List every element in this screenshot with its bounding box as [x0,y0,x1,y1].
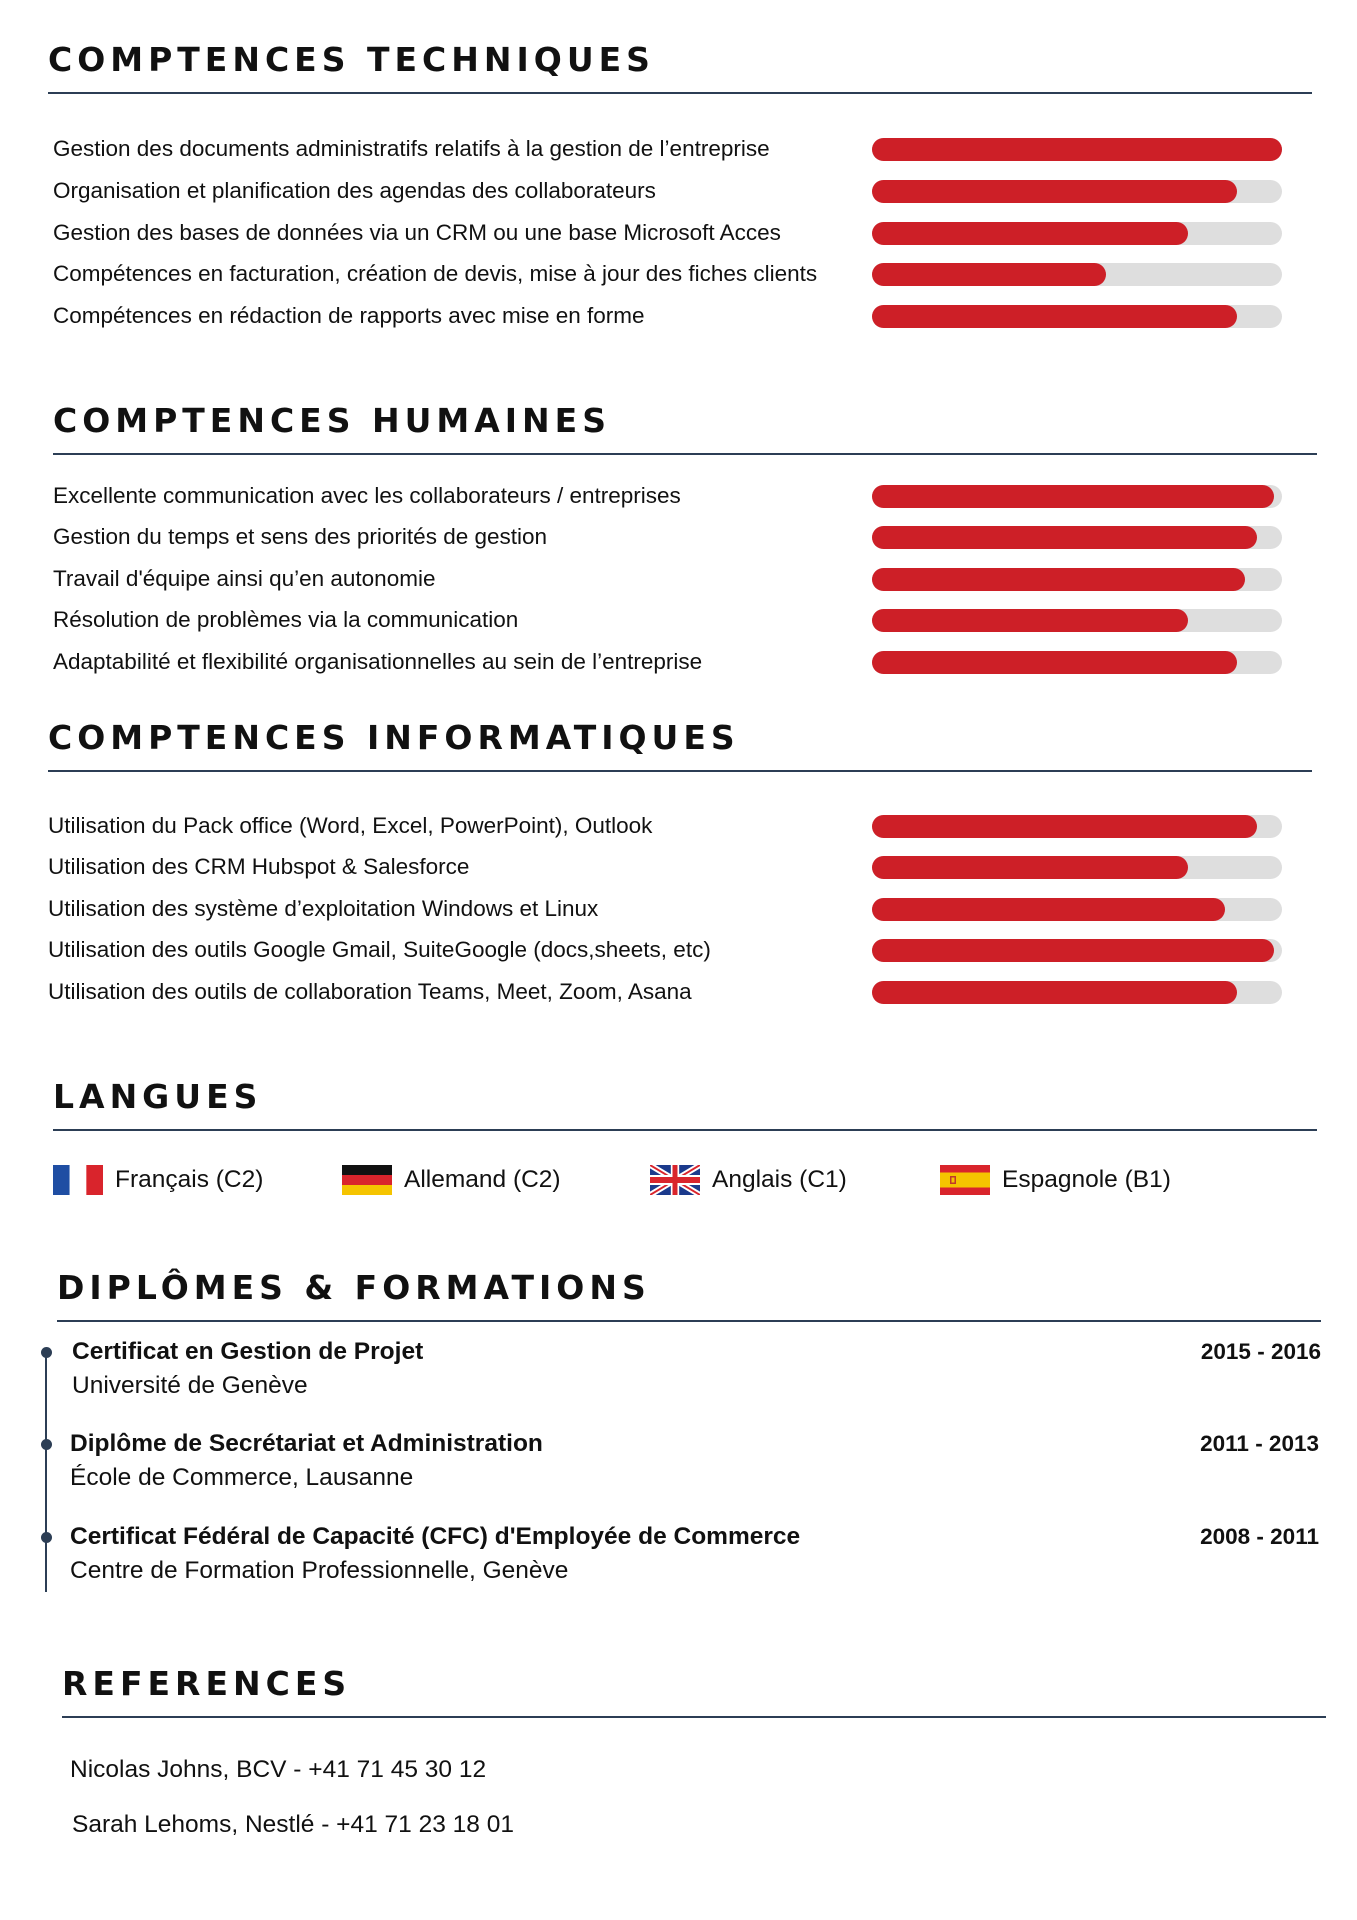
germany-flag-icon [342,1165,392,1195]
skill-bar-fill [872,651,1237,674]
skill-bar-track [872,609,1282,632]
skill-bar-fill [872,981,1237,1004]
education-years: 2008 - 2011 [1200,1524,1319,1549]
skill-label: Gestion des documents administratifs relatifs à la gestion de l’entreprise [53,136,770,161]
language-item-french [53,1158,293,1202]
languages-rule [53,1129,1317,1131]
skill-label: Organisation et planification des agendas des collaborateurs [53,178,656,203]
skill-row [0,846,1357,888]
education-title: Certificat Fédéral de Capacité (CFC) d'Employée de Commerce [70,1523,801,1550]
skill-row [0,558,1357,600]
skill-bar-track [872,939,1282,962]
skill-bar-fill [872,856,1188,879]
skill-bar-fill [872,568,1245,591]
skill-label: Adaptabilité et flexibilité organisationnelles au sein de l’entreprise [53,649,703,674]
references-rule [62,1716,1326,1718]
education-heading: DIPLÔMES & FORMATIONS [57,1268,651,1307]
skill-bar-track [872,263,1282,286]
language-item-spanish [940,1158,1200,1202]
skill-row [0,516,1357,558]
skill-row [0,170,1357,212]
skill-label: Utilisation des outils de collaboration Teams, Meet, Zoom, Asana [48,979,692,1004]
skill-label: Gestion des bases de données via un CRM ou une base Microsoft Acces [53,220,781,245]
spain-flag-icon [940,1165,990,1195]
education-item [0,1333,1357,1413]
skill-row [0,128,1357,170]
education-school: Centre de Formation Professionnelle, Genève [70,1557,569,1584]
reference-item: Nicolas Johns, BCV - +41 71 45 30 12 [70,1756,487,1783]
skill-bar-fill [872,222,1188,245]
skill-label: Utilisation des outils Google Gmail, SuiteGoogle (docs,sheets, etc) [48,937,711,962]
skill-bar-fill [872,263,1106,286]
skill-label: Gestion du temps et sens des priorités de gestion [53,524,548,549]
education-years: 2011 - 2013 [1200,1431,1319,1456]
skill-bar-fill [872,485,1274,508]
skill-bar-fill [872,305,1237,328]
skill-row [0,971,1357,1013]
skill-label: Résolution de problèmes via la communication [53,607,519,632]
reference-item: Sarah Lehoms, Nestlé - +41 71 23 18 01 [72,1811,514,1838]
education-years: 2015 - 2016 [1200,1339,1321,1364]
technical-skills-heading: COMPTENCES TECHNIQUES [48,40,655,79]
references-heading: REFERENCES [62,1664,352,1703]
skill-bar-fill [872,939,1274,962]
skill-bar-track [872,856,1282,879]
skill-bar-track [872,485,1282,508]
skill-bar-track [872,180,1282,203]
skill-row [0,599,1357,641]
language-label: Français (C2) [115,1166,264,1193]
uk-flag-icon [650,1165,700,1195]
skill-bar-fill [872,526,1257,549]
skill-bar-fill [872,138,1282,161]
skill-label: Utilisation des CRM Hubspot & Salesforce [48,854,470,879]
human-skills-heading: COMPTENCES HUMAINES [53,401,611,440]
languages-heading: LANGUES [53,1077,263,1116]
skill-bar-track [872,526,1282,549]
education-item [0,1518,1357,1598]
france-flag-icon [53,1165,103,1195]
skill-bar-fill [872,180,1237,203]
skill-row [0,253,1357,295]
language-label: Espagnole (B1) [1002,1166,1171,1193]
human-skills-rule [53,453,1317,455]
it-skills-heading: COMPTENCES INFORMATIQUES [48,718,740,757]
education-school: Université de Genève [72,1372,308,1399]
skill-label: Travail d'équipe ainsi qu’en autonomie [53,566,436,591]
skill-bar-fill [872,609,1188,632]
skill-label: Compétences en rédaction de rapports avec mise en forme [53,303,645,328]
timeline-dot [41,1532,52,1543]
language-item-english [650,1158,890,1202]
skill-bar-fill [872,815,1257,838]
skill-row [0,295,1357,337]
education-school: École de Commerce, Lausanne [70,1464,414,1491]
skill-row [0,929,1357,971]
skill-bar-track [872,222,1282,245]
technical-skills-rule [48,92,1312,94]
skill-label: Utilisation des système d’exploitation Windows et Linux [48,896,599,921]
education-item [0,1425,1357,1505]
skill-bar-track [872,981,1282,1004]
language-item-german [342,1158,582,1202]
language-label: Anglais (C1) [712,1166,847,1193]
skill-bar-track [872,138,1282,161]
timeline-dot [41,1439,52,1450]
skill-bar-track [872,568,1282,591]
skill-label: Compétences en facturation, création de devis, mise à jour des fiches clients [53,261,818,286]
education-rule [57,1320,1321,1322]
skill-bar-track [872,305,1282,328]
education-title: Diplôme de Secrétariat et Administration [70,1430,543,1457]
timeline-dot [41,1347,52,1358]
skill-row [0,805,1357,847]
skill-bar-track [872,651,1282,674]
skill-bar-track [872,898,1282,921]
skill-bar-track [872,815,1282,838]
skill-row [0,212,1357,254]
it-skills-rule [48,770,1312,772]
education-title: Certificat en Gestion de Projet [72,1338,424,1365]
skill-row [0,641,1357,683]
language-label: Allemand (C2) [404,1166,561,1193]
skill-bar-fill [872,898,1225,921]
skill-label: Utilisation du Pack office (Word, Excel, PowerPoint), Outlook [48,813,653,838]
skill-row [0,888,1357,930]
skill-row [0,475,1357,517]
skill-label: Excellente communication avec les collaborateurs / entreprises [53,483,681,508]
